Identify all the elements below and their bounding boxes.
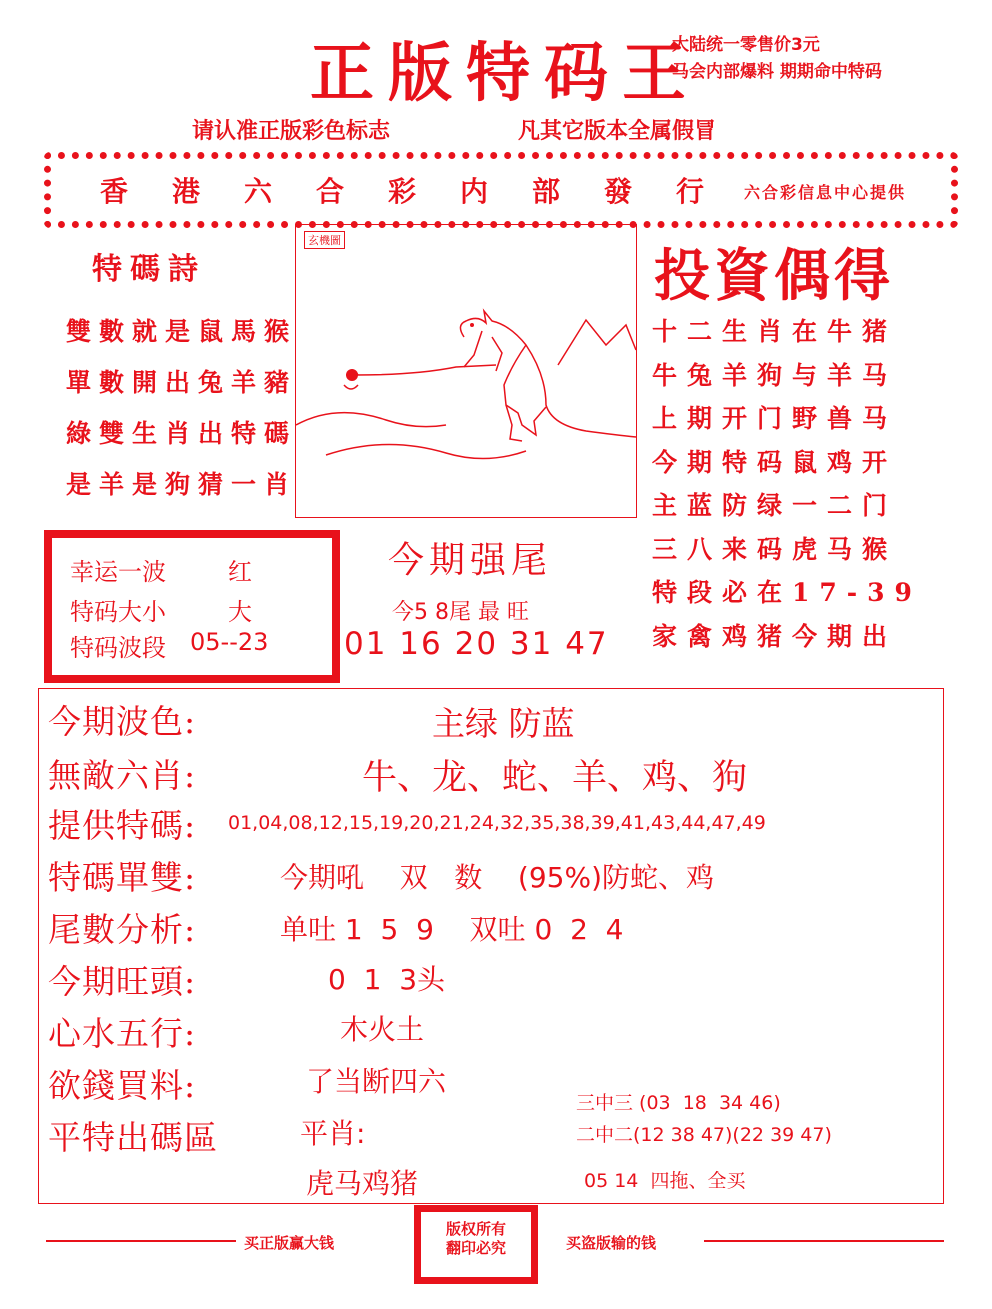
- size-value: 大: [228, 598, 252, 626]
- illustration-stamp: 玄機圖: [304, 231, 345, 249]
- combo-two: 二中二(12 38 47)(22 39 47): [576, 1124, 832, 1146]
- head-value: 0 1 3头: [328, 963, 446, 996]
- footer-line-right: [704, 1240, 944, 1242]
- banner-source: 六合彩信息中心提供: [744, 183, 907, 202]
- head-label: 今期旺頭:: [48, 962, 197, 1001]
- band-label: 特码波段: [70, 634, 166, 662]
- price-info: [672, 32, 882, 86]
- buy-value: 了当断四六: [306, 1065, 447, 1098]
- special-value: 01,04,08,12,15,19,20,21,24,32,35,38,39,41,43,44,47,49: [228, 812, 766, 834]
- footer-right-text: 买盗版输的钱: [566, 1234, 657, 1252]
- flat-zodiac-value: 虎马鸡猪: [306, 1167, 419, 1200]
- notice-right: 凡其它版本全属假冒: [518, 119, 717, 144]
- page-title: 正版特码王: [310, 36, 700, 111]
- notice-left: 请认准正版彩色标志: [192, 119, 391, 144]
- tail-label: 尾數分析:: [48, 910, 197, 949]
- strong-tail-numbers: 01 16 20 31 47: [344, 626, 609, 662]
- poem-line: 是羊是狗猜一肖: [66, 470, 298, 499]
- investment-lines: [652, 310, 922, 658]
- investment-line: 三八来码虎马猴: [652, 534, 898, 564]
- copyright-line2: 翻印必究: [445, 1239, 506, 1257]
- odd-even-value: 今期吼 双 数 (95%)防蛇、鸡: [280, 861, 714, 894]
- tail-value: 单吐 1 5 9 双吐 0 2 4: [280, 913, 624, 946]
- band-value: 05--23: [190, 628, 269, 656]
- strong-tail-title: 今期强尾: [388, 540, 553, 581]
- riddle-illustration: [295, 224, 637, 518]
- combo-three: 三中三 (03 18 34 46): [576, 1092, 781, 1114]
- wave-value: 主绿 防蓝: [432, 704, 575, 743]
- investment-line: 十二生肖在牛猪: [652, 317, 898, 346]
- footer-line-left: [46, 1240, 236, 1242]
- investment-line: 家禽鸡猪今期出: [652, 621, 898, 651]
- investment-title: 投資偶得: [654, 243, 894, 309]
- copyright-line1: 版权所有: [445, 1220, 506, 1238]
- investment-line: 牛兔羊狗与羊马: [652, 360, 898, 390]
- element-label: 心水五行:: [48, 1014, 197, 1053]
- poem-lines: [66, 306, 297, 510]
- special-label: 提供特碼:: [48, 806, 197, 845]
- poem-line: 單數開出兔羊豬: [66, 368, 298, 397]
- six-zodiac-value: 牛、龙、蛇、羊、鸡、狗: [362, 758, 748, 798]
- size-label: 特码大小: [70, 598, 166, 626]
- lucky-wave-label: 幸运一波: [70, 558, 166, 586]
- strong-tail-subtitle: 今5 8尾 最 旺: [392, 600, 529, 625]
- wave-label: 今期波色:: [48, 702, 197, 741]
- kangaroo-drawing: [296, 225, 636, 517]
- copyright-box: [414, 1205, 538, 1284]
- poem-line: 雙數就是鼠馬猴: [66, 317, 298, 346]
- footer-left-text: 买正版赢大钱: [244, 1234, 335, 1252]
- poem-title: 特碼詩: [92, 252, 206, 287]
- lucky-wave-value: 红: [228, 558, 252, 586]
- banner-text: 香港六合彩内部發行: [100, 175, 749, 208]
- buy-label: 欲錢買料:: [48, 1066, 197, 1105]
- investment-line: 今期特码鼠鸡开: [652, 447, 898, 477]
- price-line: 大陆统一零售价3元: [672, 35, 820, 55]
- odd-even-label: 特碼單雙:: [48, 858, 197, 897]
- poem-line: 綠雙生肖出特碼: [66, 419, 298, 448]
- investment-line: 特段必在17-39: [652, 578, 922, 607]
- flat-label: 平特出碼區: [48, 1118, 218, 1157]
- flat-zodiac-label: 平肖:: [300, 1117, 366, 1150]
- combo-drag: 05 14 四拖、全买: [584, 1170, 746, 1192]
- copyright-text: [421, 1220, 531, 1258]
- six-zodiac-label: 無敵六肖:: [48, 756, 197, 795]
- investment-line: 上期开门野兽马: [652, 404, 898, 433]
- investment-line: 主蓝防绿一二门: [652, 491, 898, 520]
- element-value: 木火土: [340, 1013, 425, 1046]
- slogan-line: 马会内部爆料 期期命中特码: [672, 62, 882, 82]
